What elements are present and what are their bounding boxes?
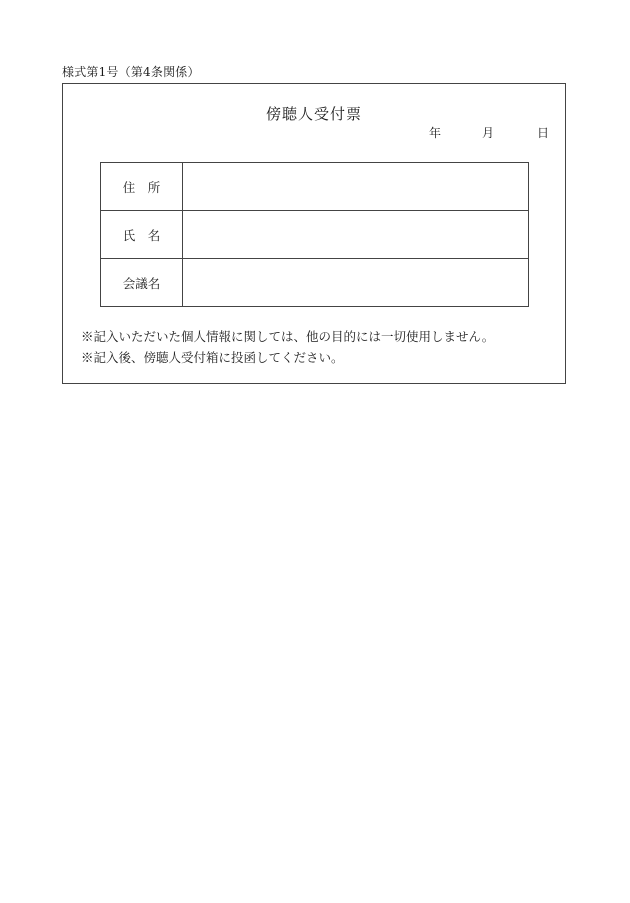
address-label: 住 所 [101,163,183,211]
table-row-name [101,211,529,259]
reception-slip-frame [62,83,566,384]
name-field[interactable] [183,211,529,259]
page-title: 傍聴人受付票 [265,105,362,123]
note-submission: ※記入後、傍聴人受付箱に投函してください。 [81,350,344,365]
table-row-meeting [101,259,529,307]
date-row [63,124,565,142]
date-day-label: 日 [537,126,550,140]
address-field[interactable] [183,163,529,211]
meeting-name-label: 会議名 [101,259,183,307]
info-table [100,162,529,307]
date-year-label: 年 [429,126,442,140]
meeting-name-field[interactable] [183,259,529,307]
notes [81,326,494,368]
form-number: 様式第1号（第4条関係） [62,65,200,79]
name-label: 氏 名 [101,211,183,259]
date-month-label: 月 [482,126,495,140]
table-row-address [101,163,529,211]
note-privacy: ※記入いただいた個人情報に関しては、他の目的には一切使用しません。 [81,329,495,344]
